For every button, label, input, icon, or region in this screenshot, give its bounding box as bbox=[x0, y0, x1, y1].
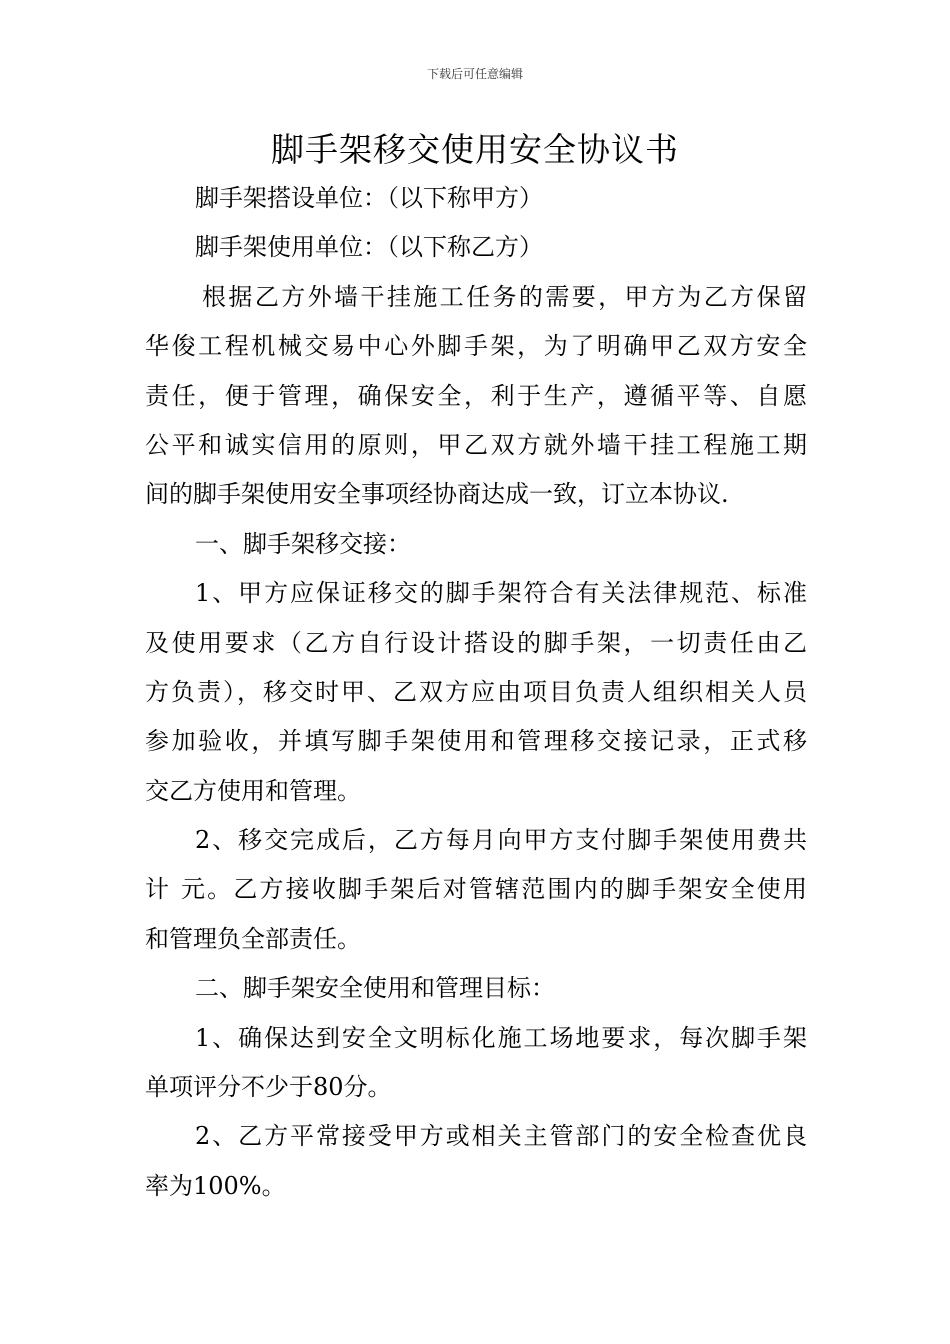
paragraph-line: 和管理负全部责任。 bbox=[145, 924, 361, 953]
paragraph-line: 参加验收，并填写脚手架使用和管理移交接记录，正式移 bbox=[145, 727, 807, 756]
paragraph-line: 责任，便于管理，确保安全，利于生产，遵循平等、自愿 bbox=[145, 381, 807, 410]
paragraph-line: 华俊工程机械交易中心外脚手架，为了明确甲乙双方安全 bbox=[145, 332, 807, 361]
paragraph-line: 2、移交完成后，乙方每月向甲方支付脚手架使用费共 bbox=[195, 826, 807, 855]
header-note: 下载后可任意编辑 bbox=[426, 67, 523, 81]
party-b-line: 脚手架使用单位：（以下称乙方） bbox=[195, 233, 543, 262]
paragraph-line: 方负责），移交时甲、乙双方应由项目负责人组织相关人员 bbox=[145, 677, 807, 706]
section-heading: 二、脚手架安全使用和管理目标： bbox=[195, 974, 555, 1003]
paragraph-line: 1、确保达到安全文明标化施工场地要求，每次脚手架 bbox=[195, 1023, 807, 1052]
paragraph-line: 1、甲方应保证移交的脚手架符合有关法律规范、标准 bbox=[195, 579, 807, 608]
paragraph-line: 间的脚手架使用安全事项经协商达成一致，订立本协议. bbox=[145, 480, 729, 509]
paragraph-line: 公平和诚实信用的原则，甲乙双方就外墙干挂工程施工期 bbox=[145, 430, 807, 459]
party-a-line: 脚手架搭设单位：（以下称甲方） bbox=[195, 184, 543, 212]
paragraph-line: 计 元。乙方接收脚手架后对管辖范围内的脚手架安全使用 bbox=[145, 875, 807, 904]
section-heading: 一、脚手架移交接： bbox=[195, 529, 411, 558]
paragraph-line: 及使用要求（乙方自行设计搭设的脚手架，一切责任由乙 bbox=[145, 628, 807, 657]
document-body bbox=[145, 174, 807, 1211]
document-title: 脚手架移交使用安全协议书 bbox=[271, 130, 679, 169]
paragraph-line: 率为100%。 bbox=[145, 1171, 286, 1200]
paragraph-line: 2、乙方平常接受甲方或相关主管部门的安全检查优良 bbox=[195, 1122, 807, 1151]
paragraph-line: 单项评分不少于80分。 bbox=[145, 1073, 392, 1102]
paragraph-line: 根据乙方外墙干挂施工任务的需要，甲方为乙方保留 bbox=[202, 282, 807, 311]
paragraph-line: 交乙方使用和管理。 bbox=[145, 776, 361, 805]
